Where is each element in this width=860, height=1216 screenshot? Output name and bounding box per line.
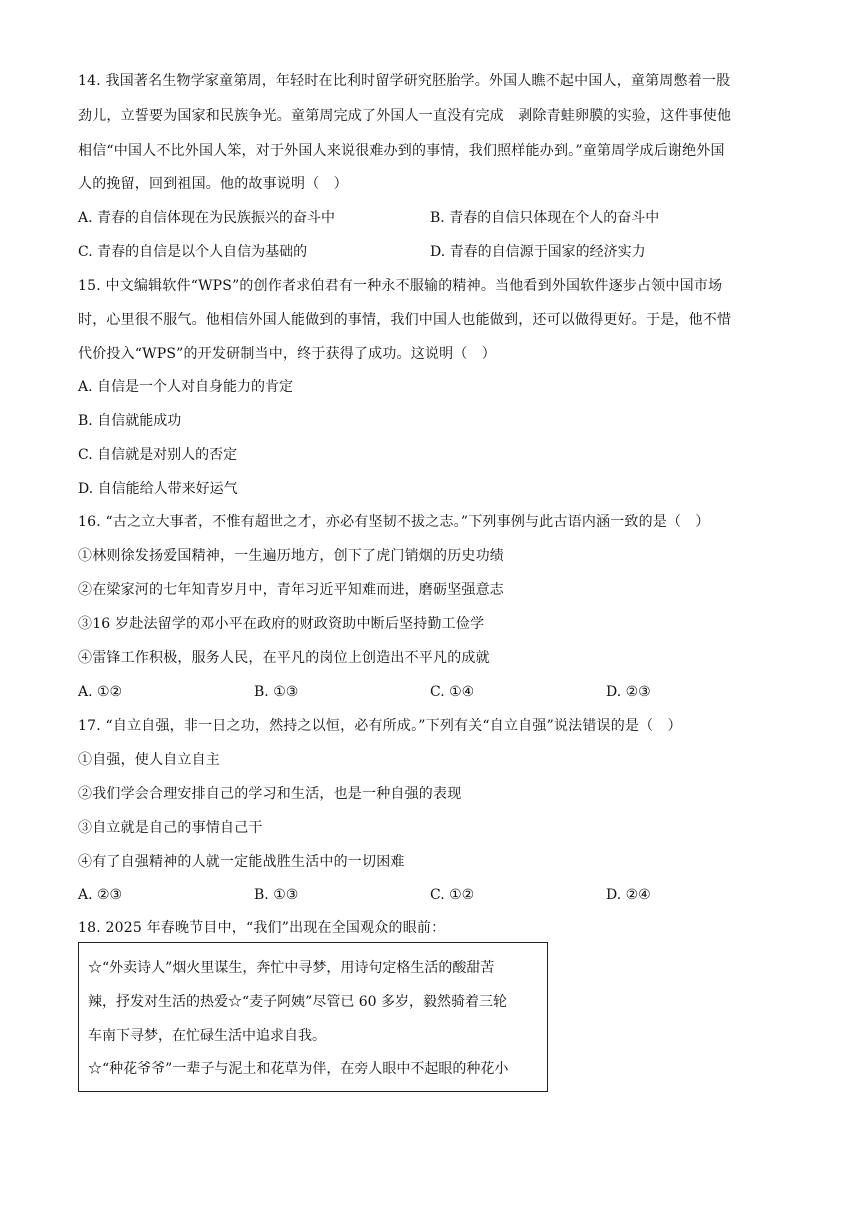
q16-option-c: C. ①④ [430, 684, 475, 700]
q18-box-line-3: 车南下寻梦，在忙碌生活中追求自我。 [88, 1028, 326, 1044]
q17-item-1: ①自强，使人自立自主 [78, 752, 220, 768]
q18-box-line-4: ☆“种花爷爷”一辈子与泥土和花草为伴，在旁人眼中不起眼的种花小 [88, 1061, 509, 1077]
q16-item-2: ②在梁家河的七年知青岁月中，青年习近平知难而进，磨砺坚强意志 [78, 582, 504, 598]
q16-item-3: ③16 岁赴法留学的邓小平在政府的财政资助中断后坚持勤工俭学 [78, 616, 485, 632]
q14-stem-line-1: 14. 我国著名生物学家童第周，年轻时在比利时留学研究胚胎学。外国人瞧不起中国人，童第周憋着一股 [78, 73, 731, 89]
q16-stem: 16. “古之立大事者，不惟有超世之才，亦必有坚韧不拔之志。”下列事例与此古语内涵一致的是（ ） [78, 514, 710, 530]
q15-option-d: D. 自信能给人带来好运气 [78, 481, 238, 497]
q15-option-b: B. 自信就能成功 [78, 413, 182, 429]
q17-option-c: C. ①② [430, 887, 475, 903]
q16-option-d: D. ②③ [606, 684, 651, 700]
q17-option-a: A. ②③ [78, 887, 123, 903]
q18-box-line-2: 辣，抒发对生活的热爱☆“麦子阿姨”尽管已 60 多岁，毅然骑着三轮 [88, 994, 508, 1010]
q16-option-b: B. ①③ [254, 684, 299, 700]
q15-stem-line-1: 15. 中文编辑软件“WPS”的创作者求伯君有一种永不服输的精神。当他看到外国软件逐步占领中国市场 [78, 278, 723, 294]
q17-option-d: D. ②④ [606, 887, 651, 903]
q14-stem-line-2: 劲儿，立誓要为国家和民族争光。童第周完成了外国人一直没有完成 剥除青蛙卵膜的实验，这件事使他 [78, 108, 732, 124]
q18-material-box [78, 942, 548, 1092]
q15-stem-line-2: 时，心里很不服气。他相信外国人能做到的事情，我们中国人也能做到，还可以做得更好。于是，他不惜 [78, 312, 732, 328]
q14-option-a: A. 青春的自信体现在为民族振兴的奋斗中 [78, 210, 336, 226]
q16-item-1: ①林则徐发扬爱国精神，一生遍历地方，创下了虎门销烟的历史功绩 [78, 548, 504, 564]
q16-option-a: A. ①② [78, 684, 123, 700]
q18-box-line-1: ☆“外卖诗人”烟火里谋生，奔忙中寻梦，用诗句定格生活的酸甜苦 [88, 960, 495, 976]
q17-stem: 17. “自立自强，非一日之功，然持之以恒，必有所成。”下列有关“自立自强”说法错误的是（ ） [78, 718, 682, 734]
q18-stem: 18. 2025 年春晚节目中，“我们”出现在全国观众的眼前： [78, 920, 446, 936]
q14-option-d: D. 青春的自信源于国家的经济实力 [430, 244, 646, 260]
q17-item-3: ③自立就是自己的事情自己干 [78, 820, 263, 836]
q17-option-b: B. ①③ [254, 887, 299, 903]
q14-option-b: B. 青春的自信只体现在个人的奋斗中 [430, 210, 660, 226]
q15-option-a: A. 自信是一个人对自身能力的肯定 [78, 379, 294, 395]
q16-item-4: ④雷锋工作积极，服务人民，在平凡的岗位上创造出不平凡的成就 [78, 650, 490, 666]
q14-stem-line-4: 人的挽留，回到祖国。他的故事说明（ ） [78, 176, 348, 192]
q17-item-2: ②我们学会合理安排自己的学习和生活，也是一种自强的表现 [78, 786, 462, 802]
q15-stem-line-3: 代价投入“WPS”的开发研制当中，终于获得了成功。这说明（ ） [78, 346, 496, 362]
q14-option-c: C. 青春的自信是以个人自信为基础的 [78, 244, 308, 260]
q17-item-4: ④有了自强精神的人就一定能战胜生活中的一切困难 [78, 854, 405, 870]
q14-stem-line-3: 相信“中国人不比外国人笨，对于外国人来说很难办到的事情，我们照样能办到。”童第周学成后谢绝外国 [78, 143, 725, 159]
q15-option-c: C. 自信就是对别人的否定 [78, 447, 238, 463]
